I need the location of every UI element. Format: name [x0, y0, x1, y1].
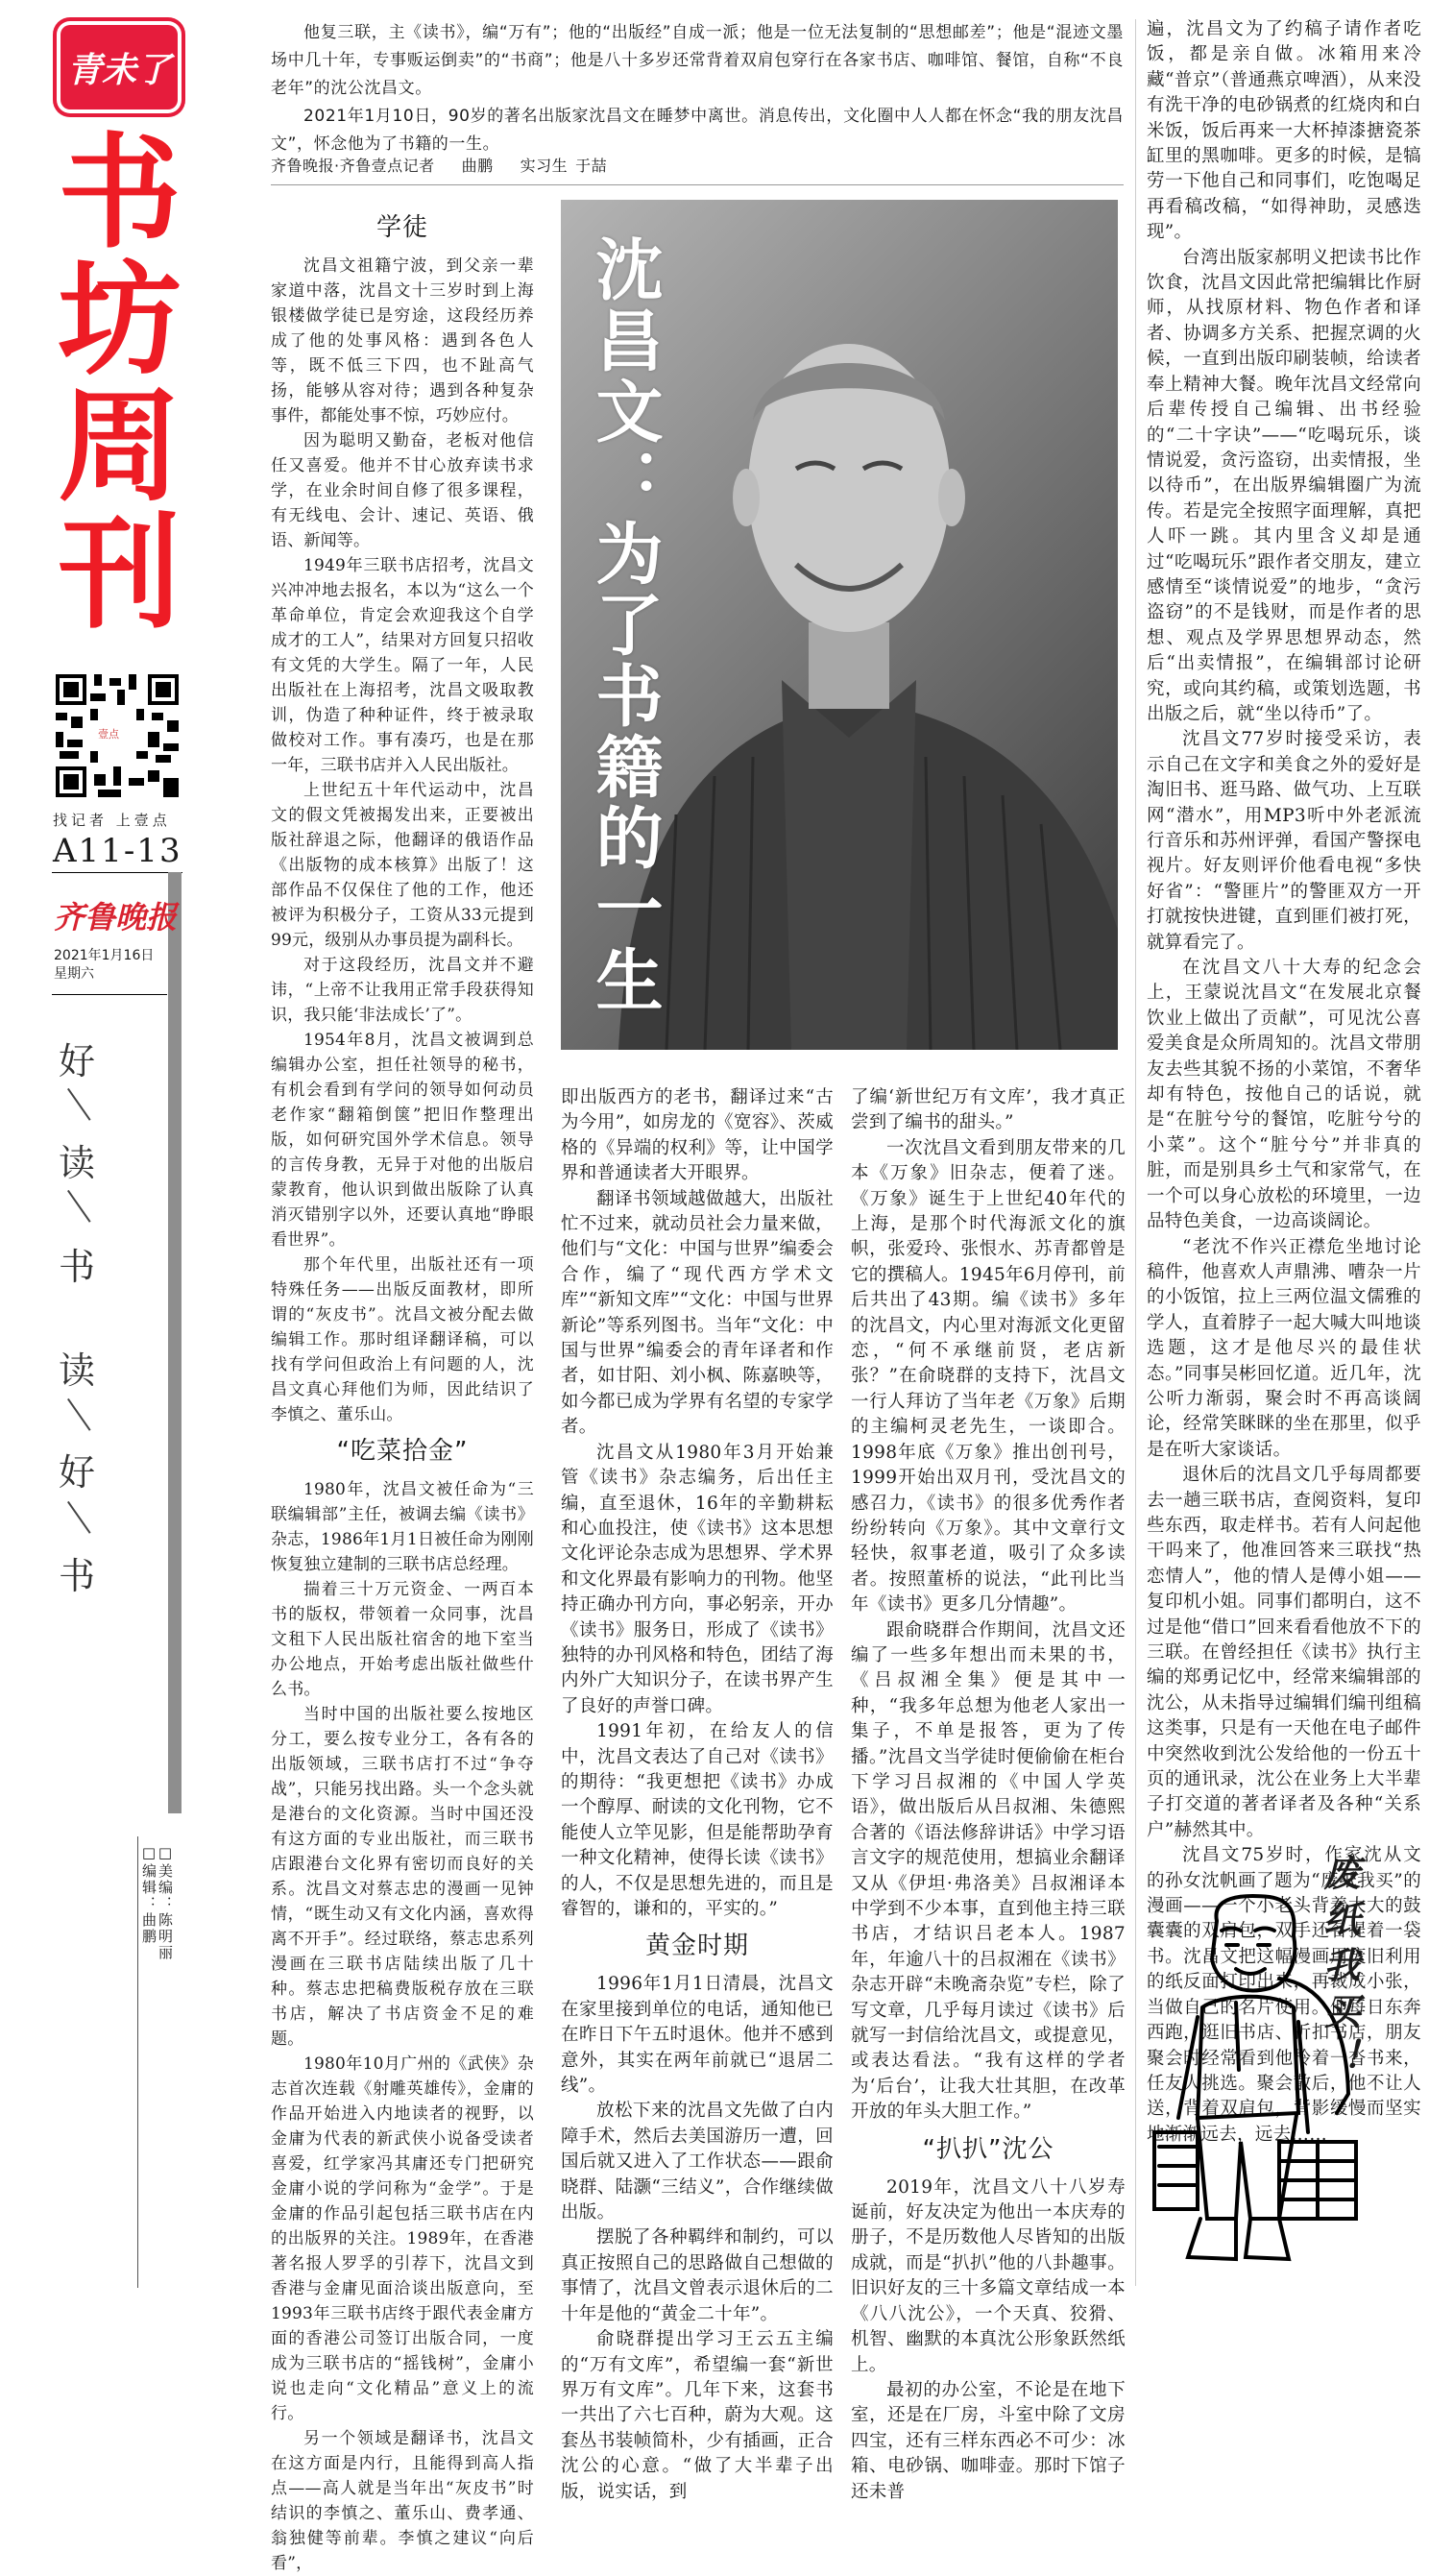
- slogan-char: 读: [58, 1349, 95, 1392]
- section-title-eating: “吃菜拾金”: [336, 1437, 469, 1466]
- paragraph: 那个年代里，出版社还有一项特殊任务——出版反面教材，即所谓的“灰皮书”。沈昌文被分配去做编辑工作。那时组译翻译稿，可以找有学问但政治上有问题的人，沈昌文真心拜他们为师，因此结识了李慎之、董乐山。: [271, 1255, 534, 1424]
- qr-code[interactable]: [56, 674, 179, 797]
- paragraph: 1991年初，在给友人的信中，沈昌文表达了自己对《读书》的期待：“我更想把《读书》办成一个醇厚、耐读的文化刊物，它不能使人立竿见影，但是能帮助孕育一种文化精神，使得长读《读书》的人，不仅是思想先进的，而且是睿智的，谦和的，平实的。”: [561, 1721, 834, 1919]
- byline-outlet: 齐鲁晚报·齐鲁壹点记者: [271, 157, 435, 175]
- masthead-char: 刊: [58, 502, 182, 645]
- designer-credit: □美编：陈明丽: [157, 1844, 174, 1961]
- paragraph: 当时中国的出版社要么按地区分工，要么按专业分工，各有各的出版领域，三联书店打不过“争夺战”，只能另找出路。头一个念头就是港台的文化资源。当时中国还没有这方面的专业出版社，而三联书店跟港台文化界有密切而良好的关系。沈昌文对蔡志忠的漫画一见钟情，“既生动又有文化内涵，喜欢得离不开手”。经过联络，蔡志忠系列漫画在三联书店陆续出版了几十种。蔡志忠把稿费版税存放在三联书店，解决了书店资金不足的难题。: [271, 1705, 534, 2049]
- headline: 沈昌文：为了书籍的一生: [585, 234, 664, 1016]
- paragraph: 最初的办公室，不论是在地下室，还是在厂房，斗室中除了文房四宝，还有三样东西必不可少：冰箱、电砂锅、咖啡壶。那时下馆子还未普: [851, 2379, 1126, 2502]
- section-title-apprentice: 学徒: [375, 213, 428, 242]
- cartoon-caption: 废纸我买！: [1318, 1854, 1361, 2084]
- paragraph: “老沈不作兴正襟危坐地讨论稿件，他喜欢人声鼎沸、嘈杂一片的小饭馆，拉上三两位温文儒雅的学人，直着脖子一起大喊大叫地谈选题，这才是他尽兴的最佳状态。”同事吴彬回忆道。近几年，沈公听力渐弱，聚会时不再高谈阔论，经常笑眯眯的坐在那里，似乎是在听大家谈话。: [1147, 1236, 1421, 1460]
- editor-credit: □编辑：曲鹏: [140, 1844, 157, 1945]
- section-title-gossip: “扒扒”沈公: [922, 2134, 1054, 2164]
- intro-paragraph: 他复三联，主《读书》，编“万有”；他的“出版经”自成一派；他是一位无法复制的“思想邮差”；他是“混迹文墨场中几十年，专事贩运倒卖”的“书商”；他是八十多岁还常背着双肩包穿行在各家书店、咖啡馆、餐馆，自称“不良老年”的沈公沈昌文。: [271, 23, 1124, 98]
- qingweiliao-logo: [53, 17, 185, 117]
- side-gray-bar: [168, 872, 182, 1813]
- paragraph: 摆脱了各种羁绊和制约，可以真正按照自己的思路做自己想做的事情了，沈昌文曾表示退休后的二十年是他的“黄金二十年”。: [561, 2227, 834, 2324]
- divider: [52, 872, 182, 873]
- qr-center-text: 壹点: [98, 728, 119, 741]
- paragraph: 上世纪五十年代运动中，沈昌文的假文凭被揭发出来，正要被出版社辞退之际，他翻译的俄语作品《出版物的成本核算》出版了！这部作品不仅保住了他的工作，他还被评为积极分子，工资从33元提到99元，级别从办事员提为副科长。: [271, 781, 534, 950]
- masthead-char: 坊: [58, 249, 182, 392]
- paragraph: 了编‘新世纪万有文库’，我才真正尝到了编书的甜头。”: [851, 1087, 1126, 1133]
- article-intro: [271, 19, 1124, 158]
- paragraph: 1980年10月广州的《武侠》杂志首次连载《射雕英雄传》，金庸的作品开始进入内地读者的视野，以金庸为代表的新武侠小说备受读者喜爱，红学家冯其庸还专门把研究金庸小说的学问称为“金学”。于是金庸的作品引起包括三联书店在内的出版界的关注。1989年，在香港著名报人罗孚的引荐下，沈昌文到香港与金庸见面洽谈出版意向，至1993年三联书店终于跟代表金庸方面的香港公司签订出版合同，一度成为三联书店的“摇钱树”，金庸小说也走向“文化精品”意义上的流行。: [271, 2054, 534, 2423]
- masthead-char: 周: [58, 376, 182, 519]
- byline-reporter: 曲鹏: [461, 157, 494, 175]
- column-2: [561, 1085, 834, 2505]
- column-1: [271, 204, 534, 2576]
- slogan-char: 好: [58, 1040, 95, 1082]
- paragraph: 沈昌文75岁时，作家沈从文的孙女沈帆画了题为“废纸我买”的漫画——一个小老头背着大大的鼓囊囊的双肩包，双手还各提着一袋书。沈昌文把这幅漫画用废旧利用的纸反面打印出来，再裁成小张，当做自己的名片使用。他每日东奔西跑，逛旧书店、折扣书店，朋友聚会时经常看到他拎着一沓书来，任友人挑选。聚会散后，他不让人送，背着双肩包，背影缓慢而坚实地渐渐远去，远去……: [1147, 1845, 1421, 2145]
- slogan-char: 读: [58, 1142, 95, 1184]
- paragraph: 遍，沈昌文为了约稿子请作者吃饭，都是亲自做。冰箱用来冷藏“普京”（普通燕京啤酒），从来没有洗干净的电砂锅煮的红烧肉和白米饭，饭后再来一大杯掉漆搪瓷茶缸里的黑咖啡。更多的时候，是犒劳一下他自己和同事们，吃饱喝足再看稿改稿，“如得神助，灵感迭现”。: [1147, 19, 1421, 243]
- slash-separator: [60, 1500, 94, 1537]
- paragraph: 退休后的沈昌文几乎每周都要去一趟三联书店，查阅资料，复印些东西，取走样书。若有人问起他干吗来了，他准回答来三联找“热恋情人”，他的情人是傅小姐——复印机小姐。同事们都明白，这不过是他“借口”回来看看他放不下的三联。在曾经担任《读书》执行主编的郑勇记忆中，经常来编辑部的沈公，从未指导过编辑们编刊组稿这类事，只是有一天他在电子邮件中突然收到沈公发给他的一份五十页的通讯录，沈公在业务上大半辈子打交道的著者译者及各种“关系户”赫然其中。: [1147, 1465, 1421, 1840]
- slogan-char: 好: [58, 1451, 95, 1494]
- intro-paragraph: 2021年1月10日，90岁的著名出版家沈昌文在睡梦中离世。消息传出，文化圈中人人都在怀念“我的朋友沈昌文”，怀念他为了书籍的一生。: [271, 107, 1124, 154]
- issue-date: 2021年1月16日: [54, 948, 155, 963]
- section-title-golden-period: 黄金时期: [644, 1932, 749, 1961]
- byline-intern-label: 实习生: [520, 157, 569, 175]
- paragraph: 因为聪明又勤奋，老板对他信任又喜爱。他并不甘心放弃读书求学，在业余时间自修了很多课程，有无线电、会计、速记、英语、俄语、新闻等。: [271, 431, 534, 550]
- paragraph: 台湾出版家郝明义把读书比作饮食，沈昌文因此常把编辑比作厨师，从找原材料、物色作者和译者、协调多方关系、把握烹调的火候，一直到出版印刷装帧，给读者奉上精神大餐。晚年沈昌文经常向后辈传授自己编辑、出书经验的“二十字诀”——“吃喝玩乐，谈情说爱，贪污盗窃，出卖情报，坐以待币”，在出版界编辑圈广为流传。若是完全按照字面理解，真把人吓一跳。其内里含义却是通过“吃喝玩乐”跟作者交朋友，建立感情至“谈情说爱”的地步，“贪污盗窃”的不是钱财，而是作者的思想、观点及学界思想界动态，然后“出卖情报”，在编辑部讨论研究，或向其约稿，或策划选题，书出版之后，就“坐以待币”了。: [1147, 247, 1421, 724]
- column-divider: [1135, 19, 1136, 2286]
- page-range: A11-13: [53, 832, 182, 870]
- old-man-cartoon: [1145, 1815, 1423, 2296]
- paragraph: 沈昌文祖籍宁波，到父亲一辈家道中落，沈昌文十三岁时到上海银楼做学徒已是穷途，这段经历养成了他的处事风格：遇到各色人等，既不低三下四，也不趾高气扬，能够从容对待；遇到各种复杂事件，都能处事不惊，巧妙应付。: [271, 256, 534, 425]
- paragraph: 对于这段经历，沈昌文并不避讳，“上帝不让我用正常手段获得知识，我只能‘非法成长’了”。: [271, 956, 534, 1025]
- paragraph: 1954年8月，沈昌文被调到总编辑办公室，担任社领导的秘书，有机会看到有学问的领导如何动员老作家“翻箱倒箧”把旧作整理出版，如何研究国外学术信息。领导的言传身教，无异于对他的出版启蒙教育，他认识到做出版除了认真消灭错别字以外，还要认真地“睁眼看世界”。: [271, 1031, 534, 1250]
- newspaper-logo: 齐鲁晚报: [54, 899, 178, 936]
- paragraph: 沈昌文77岁时接受采访，表示自己在文字和美食之外的爱好是淘旧书、逛马路、做气功、上互联网“潜水”，用MP3听中外老派流行音乐和苏州评弹，看国产警探电视片。好友则评价他看电视“多快好省”：“警匪片”的警匪双方一开打就按快进键，直到匪们被打死，就算看完了。: [1147, 729, 1421, 953]
- paragraph: 俞晓群提出学习王云五主编的“万有文库”，希望编一套“新世界万有文库”。几年下来，这套书一共出了六七百种，蔚为大观。这套丛书装帧简朴，少有插画，正合沈公的心意。“做了大半辈子出版，说实话，到: [561, 2329, 834, 2502]
- slogan-char: 书: [58, 1246, 95, 1288]
- byline-intern: 于喆: [575, 157, 608, 175]
- paragraph: 另一个领域是翻译书，沈昌文在这方面是内行，且能得到高人指点——高人就是当年出“灰皮书”时结识的李慎之、董乐山、费孝通、翁独健等前辈。李慎之建议“向后看”，: [271, 2429, 534, 2573]
- slash-separator: [60, 1087, 94, 1124]
- masthead-char: 书: [58, 122, 182, 265]
- cartoon-illustration: [1145, 1815, 1423, 2296]
- divider: [271, 184, 1124, 185]
- paragraph: 1996年1月1日清晨，沈昌文在家里接到单位的电话，通知他已在昨日下午五时退休。他并不感到意外，其实在两年前就已“退居二线”。: [561, 1974, 834, 2097]
- paragraph: 2019年，沈昌文八十八岁寿诞前，好友决定为他出一本庆寿的册子，不是历数他人尽皆知的出版成就，而是“扒扒”他的八卦趣事。旧识好友的三十多篇文章结成一本《八八沈公》，一个天真、狡猾、机智、幽默的本真沈公形象跃然纸上。: [851, 2176, 1126, 2375]
- column-3: [851, 1085, 1126, 2505]
- paragraph: 1980年，沈昌文被任命为“三联编辑部”主任，被调去编《读书》杂志，1986年1月1日被任命为刚刚恢复独立建制的三联书店总经理。: [271, 1480, 534, 1574]
- paragraph: 即出版西方的老书，翻译过来“古为今用”，如房龙的《宽容》、茨威格的《异端的权利》等，让中国学界和普通读者大开眼界。: [561, 1087, 834, 1184]
- paragraph: 一次沈昌文看到朋友带来的几本《万象》旧杂志，便着了迷。《万象》诞生于上世纪40年代的上海，是那个时代海派文化的旗帜，张爱玲、张恨水、苏青都曾是它的撰稿人。1945年6月停刊，前后共出了43期。编《读书》多年的沈昌文，内心里对海派文化更留恋，“何不承继前贤，老店新张？”在俞晓群的支持下，沈昌文一行人拜访了当年老《万象》后期的主编柯灵老先生，一谈即合。1998年底《万象》推出创刊号，1999开始出双月刊，受沈昌文的感召力，《读书》的很多优秀作者纷纷转向《万象》。其中文章行文轻快，叙事老道，吸引了众多读者。按照董桥的说法，“此刊比当年《读书》更多几分情趣”。: [851, 1137, 1126, 1616]
- slogan-char: 书: [58, 1555, 95, 1597]
- paragraph: 揣着三十万元资金、一两百本书的版权，带领着一众同事，沈昌文租下人民出版社宿舍的地下室当办公地点，开始考虑出版社做些什么书。: [271, 1580, 534, 1699]
- paragraph: 在沈昌文八十大寿的纪念会上，王蒙说沈昌文“在发展北京餐饮业上做出了贡献”，可见沈公喜爱美食是众所周知的。沈昌文带朋友去些其貌不扬的小菜馆，不奢华却有特色，按他自己的话说，就是“在脏兮兮的餐馆，吃脏兮兮的小菜”。这个“脏兮兮”并非真的脏，而是别具乡土气和家常气，在一个可以身心放松的环境里，一边品特色美食，一边高谈阔论。: [1147, 958, 1421, 1232]
- issue-weekday: 星期六: [54, 966, 94, 982]
- paragraph: 跟俞晓群合作期间，沈昌文还编了一些多年想出而未果的书，《吕叔湘全集》便是其中一种，“我多年总想为他老人家出一集子，不单是报答，更为了传播。”沈昌文当学徒时便偷偷在柜台下学习吕叔湘的《中国人学英语》，做出版后从吕叔湘、朱德熙合著的《语法修辞讲话》中学习语言文字的规范使用，想搞业余翻译又从《伊坦·弗洛美》吕叔湘译本中学到不少本事，直到他主持三联书店，才结识吕老本人。1987年，年逾八十的吕叔湘在《读书》杂志开辟“未晚斋杂览”专栏，除了写文章，几乎每月读过《读书》后就写一封信给沈昌文，或提意见，或表达看法。“我有这样的学者为‘后台’，让我大壮其胆，在改革开放的年头大胆工作。”: [851, 1619, 1126, 2123]
- divider: [137, 1836, 138, 2288]
- logo-text: 青未了: [66, 49, 171, 90]
- divider: [52, 994, 167, 995]
- byline: [271, 154, 634, 176]
- slash-separator: [60, 1189, 94, 1226]
- paragraph: 1949年三联书店招考，沈昌文兴冲冲地去报名，本以为“这么一个革命单位，肯定会欢迎我这个自学成才的工人”，结果对方回复只招收有文凭的大学生。隔了一年，人民出版社在上海招考，沈昌文吸取教训，伪造了种种证件，终于被录取做校对工作。事有凑巧，也是在那一年，三联书店并入人民出版社。: [271, 556, 534, 775]
- slash-separator: [60, 1397, 94, 1434]
- paragraph: 翻译书领域越做越大，出版社忙不过来，就动员社会力量来做，他们与“文化：中国与世界”编委会合作，编了“现代西方学术文库”“新知文库”“文化：中国与世界新论”等系列图书。当年“文化：中国与世界”编委会的青年译者和作者，如甘阳、刘小枫、陈嘉映等，如今都已成为学界有名望的专家学者。: [561, 1188, 834, 1438]
- paragraph: 放松下来的沈昌文先做了白内障手术，然后去美国游历一遭，回国后就又进入了工作状态——跟俞晓群、陆灏“三结义”，合作继续做出版。: [561, 2101, 834, 2224]
- portrait-photo: [561, 200, 1118, 1050]
- qr-label: 找记者 上壹点: [53, 812, 171, 829]
- paragraph: 沈昌文从1980年3月开始兼管《读书》杂志编务，后出任主编，直至退休，16年的辛勤耕耘和心血投注，使《读书》这本思想文化评论杂志成为思想界、学术界和文化界最有影响力的刊物。他坚持正确办刊方向，事必躬亲，开办《读书》服务日，形成了《读书》独特的办刊风格和特色，团结了海内外广大知识分子，在读书界产生了良好的声誉口碑。: [561, 1442, 834, 1716]
